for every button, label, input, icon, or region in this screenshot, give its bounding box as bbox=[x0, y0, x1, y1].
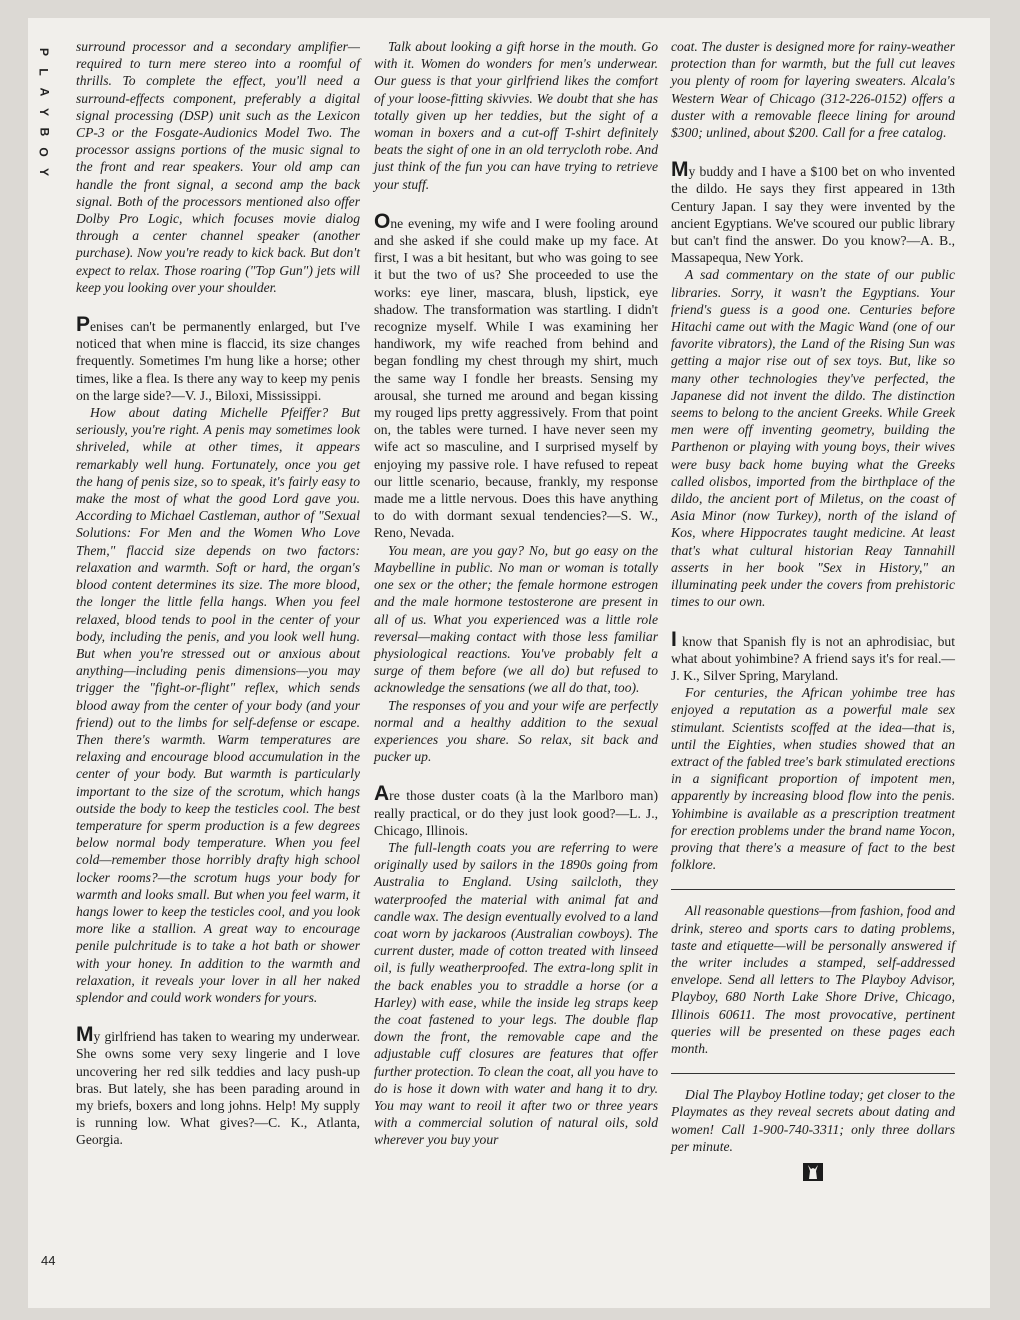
column-3 bbox=[671, 38, 955, 1181]
answer-text: surround processor and a secondary amplifier—required to turn mere stereo into a roomful of thrills. To complete the effect, you'll need a surround-effects component, preferably a digital signal processing (DSP) unit such as the Lexicon CP-3 or the Fosgate-Audionics Model Two. The processor assigns portions of the music signal to the front and rear speakers. Your old amp can handle the front signal, a second amp the back signal. Both of the processors mentioned also offer Dolby Pro Logic, which focuses movie dialog through a center channel speaker (another purchase). Now you're ready to kick back. But don't expect to relax. Those roaring ("Top Gun") jets will keep you looking over your shoulder. bbox=[76, 39, 360, 295]
answer-text: For centuries, the African yohimbe tree has enjoyed a reputation as a powerful male sex stimulant. Scientists scoffed at the idea—that is, until the Eighties, when studies showed that an extract of the fabled tree's bark stimulated erections in a significant proportion of impotent men, apparently by increasing blood flow into the penis. Yohimbine is available as a prescription treatment for erection problems under the brand name Yocon, proving that there's a measure of fact to the best folklore. bbox=[671, 685, 955, 873]
question-text: My buddy and I have a $100 bet on who invented the dildo. He says they first appeared in 13th Century Japan. I say they were invented by the ancient Egyptians. We've scoured our public library but can't find the answer. Do you know?—A. B., Massapequa, New York. bbox=[671, 158, 955, 266]
answer-text: The responses of you and your wife are perfectly normal and a healthy addition to the sexual experiences you share. So relax, sit back and pucker up. bbox=[374, 697, 658, 765]
rabbit-head-icon bbox=[803, 1163, 823, 1181]
divider bbox=[671, 889, 955, 890]
question-text: One evening, my wife and I were fooling around and she asked if she could make up my face. At first, I was a bit hesitant, but who was going to see it but the two of us? She proceeded to use the works: eye liner, mascara, blush, lipstick, eye shadow. The transformation was startling. I didn't recognize myself. While I was examining her handiwork, my wife reached from behind and began fondling my chest through my shirt, much the same way I fondle her breasts. Sensing my arousal, she turned me around and began kissing my rouged lips pretty aggressively. From that point on, the tables were turned. I have never seen my wife act so masculine, and I surprised myself by enjoying my passive role. I have refused to repeat our little scenario, because, frankly, my response made me a little nervous. Does this have anything to do with dormant sexual tendencies?—S. W., Reno, Nevada. bbox=[374, 209, 658, 541]
hotline-note: Dial The Playboy Hotline today; get closer to the Playmates as they reveal secrets about dating and women! Call 1-900-740-3311; only three dollars per minute. bbox=[671, 1087, 955, 1154]
answer-text: coat. The duster is designed more for rainy-weather protection than for warmth, but the full cut leaves you plenty of room for layering sweaters. Alcala's Western Wear of Chicago (312-226-0152) offers a duster with a removable fleece lining for around $300; unlined, about $200. Call for a free catalog. bbox=[671, 39, 955, 141]
answer-text: A sad commentary on the state of our public libraries. Sorry, it wasn't the Egyptians. Your friend's guess is a good one. Centuries before Hitachi came out with the Magic Wand (one of our favorite vibrators), the Land of the Rising Sun was getting a major rise out of sex toys. But, like so many other technologies they've perfected, the Japanese did not invent the dildo. The distinction seems to belong to the ancient Greeks. While Greek men were off inventing geometry, building the Parthenon or playing with young boys, their wives were busy back home buying what the Greeks called olisbos, imported from the birthplace of the dildo, the ancient port of Miletus, on the coast of Asia Minor (now Turkey), north of the island of Kos, where Hippocrates taught medicine. At least that's what cultural historian Reay Tannahill asserts in her book "Sex in History," an illuminating peek under the covers from prehistoric times to our own. bbox=[671, 267, 955, 610]
question-text: Are those duster coats (à la the Marlboro man) really practical, or do they just look good?—L. J., Chicago, Illinois. bbox=[374, 782, 658, 838]
question-text: My girlfriend has taken to wearing my underwear. She owns some very sexy lingerie and I love uncovering her red silk teddies and lacy push-up bras. But lately, she has been parading around in my briefs, boxers and long johns. Help! My supply is running low. What gives?—C. K., Atlanta, Georgia. bbox=[76, 1023, 360, 1148]
magazine-page bbox=[28, 18, 990, 1308]
answer-text: You mean, are you gay? No, but go easy on the Maybelline in public. No man or woman is totally one sex or the other; the female hormone estrogen and the male hormone testosterone are present in all of us. What you experienced was a little role reversal—making contact with those less familiar physiological reactions. You've probably felt a surge of them before (we all do) but refused to acknowledge the sensations (we all do that, too). bbox=[374, 542, 658, 696]
answer-text: How about dating Michelle Pfeiffer? But seriously, you're right. A penis may sometimes look shriveled, while at other times, it appears remarkably well hung. Fortunately, once you get the hang of penis size, so to speak, it's fairly easy to make the most of what the good Lord gave you. According to Michael Castleman, author of "Sexual Solutions: For Men and the Women Who Love Them," flaccid size depends on two factors: relaxation and warmth. Soft or hard, the organ's blood content determines its size. The more blood, the longer the little fella hangs. When you feel relaxed, blood tends to pool in the center of your body, including the penis, and you look well hung. But when you're stressed out or anxious about anything—including penis dimensions—you may trigger the "fight-or-flight" reflex, which sends blood away from the center of your body (and your friend) out to the limbs for self-defense or escape. Then there's warmth. Warm temperatures are relaxing and encourage blood accumulation in the center of your body. But warmth is particularly important to the size of the scrotum, which hangs outside the body to keep the testicles cool. The best temperature for sperm production is a few degrees below normal body temperature. When you feel cold—remember those horribly drafty high school locker rooms?—the scrotum hugs your body for warmth and looks small. But when you feel warm, it hangs lower to keep the testicles cool, and you look more like a stallion. A great way to encourage penile pulchritude is to take a hot bath or shower with your honey. In addition to the warmth and relaxation, it reveals your lover in all her naked splendor and could work wonders for yours. bbox=[76, 405, 360, 1005]
answer-text: Talk about looking a gift horse in the mouth. Go with it. Women do wonders for men's underwear. Our guess is that your girlfriend likes the comfort of your loose-fitting skivvies. We doubt that she has totally given up her teddies, but the sight of a woman in boxers and a cut-off T-shirt definitely beats the sight of one in an old terrycloth robe. And just think of the fun you can have trying to retrieve your stuff. bbox=[374, 39, 658, 192]
magazine-name-vertical: P L A Y B O Y bbox=[36, 47, 51, 177]
submission-note: All reasonable questions—from fashion, food and drink, stereo and sports cars to dating problems, taste and etiquette—will be personally answered if the writer includes a stamped, self-addressed envelope. Send all letters to The Playboy Advisor, Playboy, 680 North Lake Shore Drive, Chicago, Illinois 60611. The most provocative, pertinent queries will be presented on these pages each month. bbox=[671, 903, 955, 1056]
column-1 bbox=[76, 38, 360, 1149]
question-text: I know that Spanish fly is not an aphrodisiac, but what about yohimbine? A friend says it's for real.—J. K., Silver Spring, Maryland. bbox=[671, 627, 955, 683]
question-text: Penises can't be permanently enlarged, but I've noticed that when mine is flaccid, its size changes frequently. Sometimes I'm hung like a horse; other times, like a flea. Is there any way to keep my penis on the large side?—V. J., Biloxi, Mississippi. bbox=[76, 313, 360, 403]
divider bbox=[671, 1073, 955, 1074]
answer-text: The full-length coats you are referring to were originally used by sailors in the 1890s going from Australia to England. Using sailcloth, they waterproofed the material with animal fat and candle wax. The design eventually evolved to a land coat worn by jackaroos (Australian cowboys). The current duster, made of cotton treated with linseed oil, is fully weatherproofed. The extra-long split in the back enables you to straddle a horse (or a Harley) with ease, while the inside leg straps keep the coat fastened to your legs. The double flap down the front, the removable cape and the adjustable cuff closures are features that offer further protection. To clean the coat, all you have to do is hose it down with water and hang it to dry. You may want to reoil it after two or three years with a commercial solution of natural oils, sold wherever you buy your bbox=[374, 839, 658, 1148]
column-2 bbox=[374, 38, 658, 1149]
page-number: 44 bbox=[41, 1253, 56, 1268]
